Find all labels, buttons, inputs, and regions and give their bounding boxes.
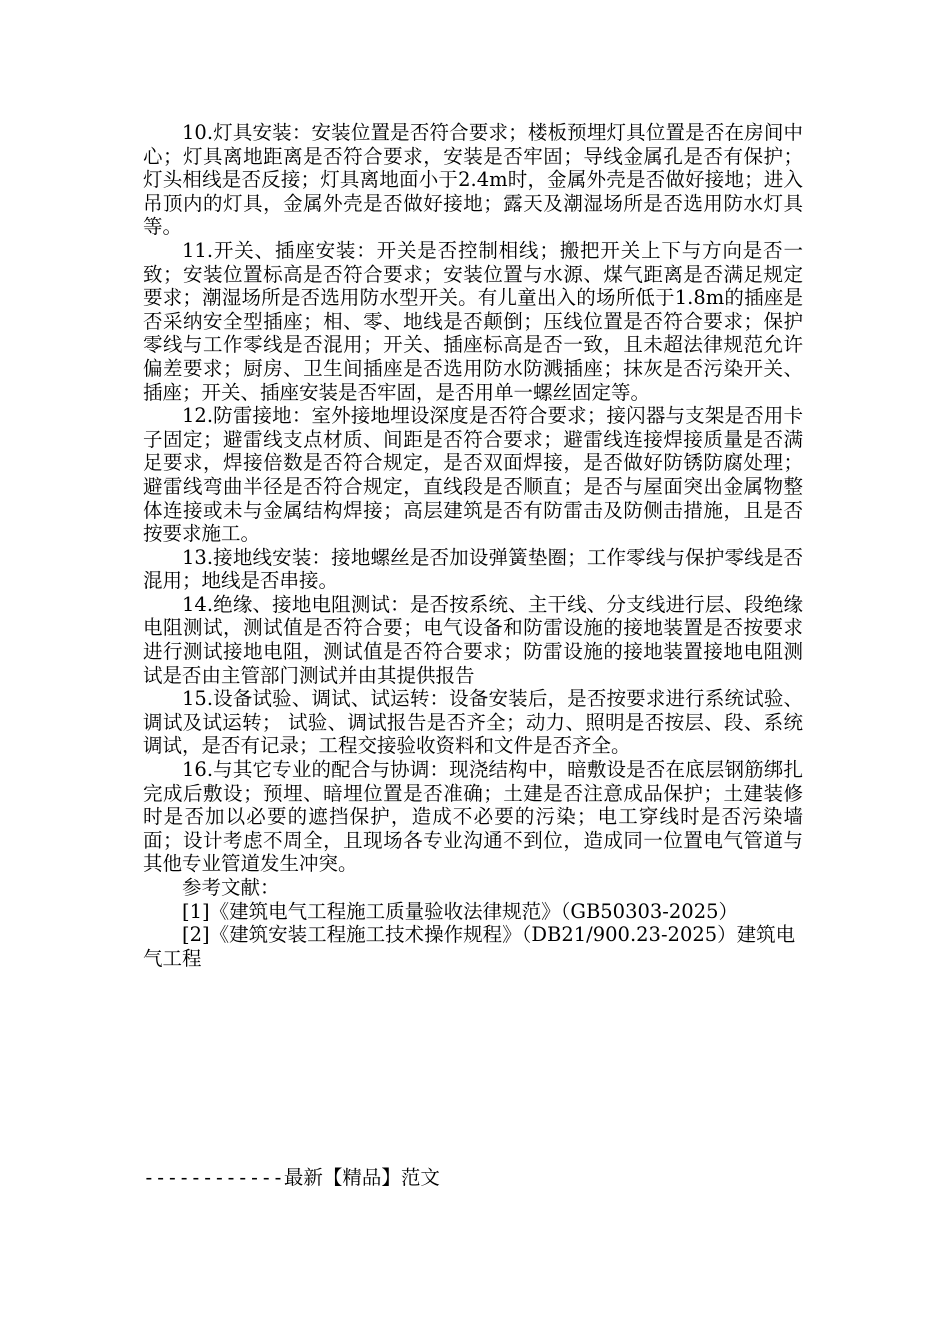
paragraph-lightning-grounding: 12.防雷接地：室外接地埋设深度是否符合要求；接闪器与支架是否用卡子固定；避雷线支点材质、间距是否符合要求；避雷线连接焊接质量是否满足要求，焊接倍数是否符合规定，是否双面焊接，是否做好防锈防腐处理；避雷线弯曲半径是否符合规定，直线段是否顺直；是否与屋面突出金属物整体连接或未与金属结构焊接；高层建筑是否有防雷击及防侧击措施，且是否按要求施工。: [143, 404, 803, 546]
references-heading: 参考文献：: [182, 876, 280, 899]
paragraph-insulation-resistance-test: 14.绝缘、接地电阻测试：是否按系统、主干线、分支线进行层、段绝缘电阻测试，测试值是否符合要；电气设备和防雷设施的接地装置是否按要求进行测试接地电阻，测试值是否符合要求；防雷设施的接地装置接地电阻测试是否由主管部门测试并由其提供报告: [143, 592, 803, 687]
paragraph-ground-wire-installation: 13.接地线安装：接地螺丝是否加设弹簧垫圈；工作零线与保护零线是否混用；地线是否串接。: [143, 545, 803, 593]
paragraph-switch-socket-installation: 11.开关、插座安装：开关是否控制相线；搬把开关上下与方向是否一致；安装位置标高是否符合要求；安装位置与水源、煤气距离是否满足规定要求；潮湿场所是否选用防水型开关。有儿童出入的场所低于1.8m的插座是否采纳安全型插座；相、零、地线是否颠倒；压线位置是否符合要求；保护零线与工作零线是否混用；开关、插座标高是否一致，且未超法律规范允许偏差要求；厨房、卫生间插座是否选用防水防溅插座；抹灰是否污染开关、插座；开关、插座安装是否牢固，是否用单一螺丝固定等。: [143, 238, 803, 404]
footer-text: ------------最新【精品】范文: [143, 1166, 440, 1189]
reference-item-2: [2]《建筑安装工程施工技术操作规程》（DB21/900.23-2025）建筑电气工程: [143, 923, 796, 970]
paragraph-equipment-testing: 15.设备试验、调试、试运转：设备安装后，是否按要求进行系统试验、调试及试运转； 试验、调试报告是否齐全；动力、照明是否按层、段、系统调试，是否有记录；工程交接验收资料和文件是否齐全。: [143, 687, 803, 758]
document-body: [143, 121, 803, 970]
paragraph-lamp-installation: 10.灯具安装：安装位置是否符合要求；楼板预埋灯具位置是否在房间中心；灯具离地距离是否符合要求，安装是否牢固；导线金属孔是否有保护；灯头相线是否反接；灯具离地面小于2.4m时，金属外壳是否做好接地；进入吊顶内的灯具，金属外壳是否做好接地；露天及潮湿场所是否选用防水灯具等。: [143, 121, 803, 239]
reference-item-1: [1]《建筑电气工程施工质量验收法律规范》（GB50303-2025）: [182, 899, 739, 923]
paragraph-coordination: 16.与其它专业的配合与协调：现浇结构中，暗敷设是否在底层钢筋绑扎完成后敷设；预埋、暗埋位置是否准确；土建是否注意成品保护；土建装修时是否加以必要的遮挡保护，造成不必要的污染；电工穿线时是否污染墙面；设计考虑不周全，且现场各专业沟通不到位，造成同一位置电气管道与其他专业管道发生冲突。: [143, 758, 803, 876]
